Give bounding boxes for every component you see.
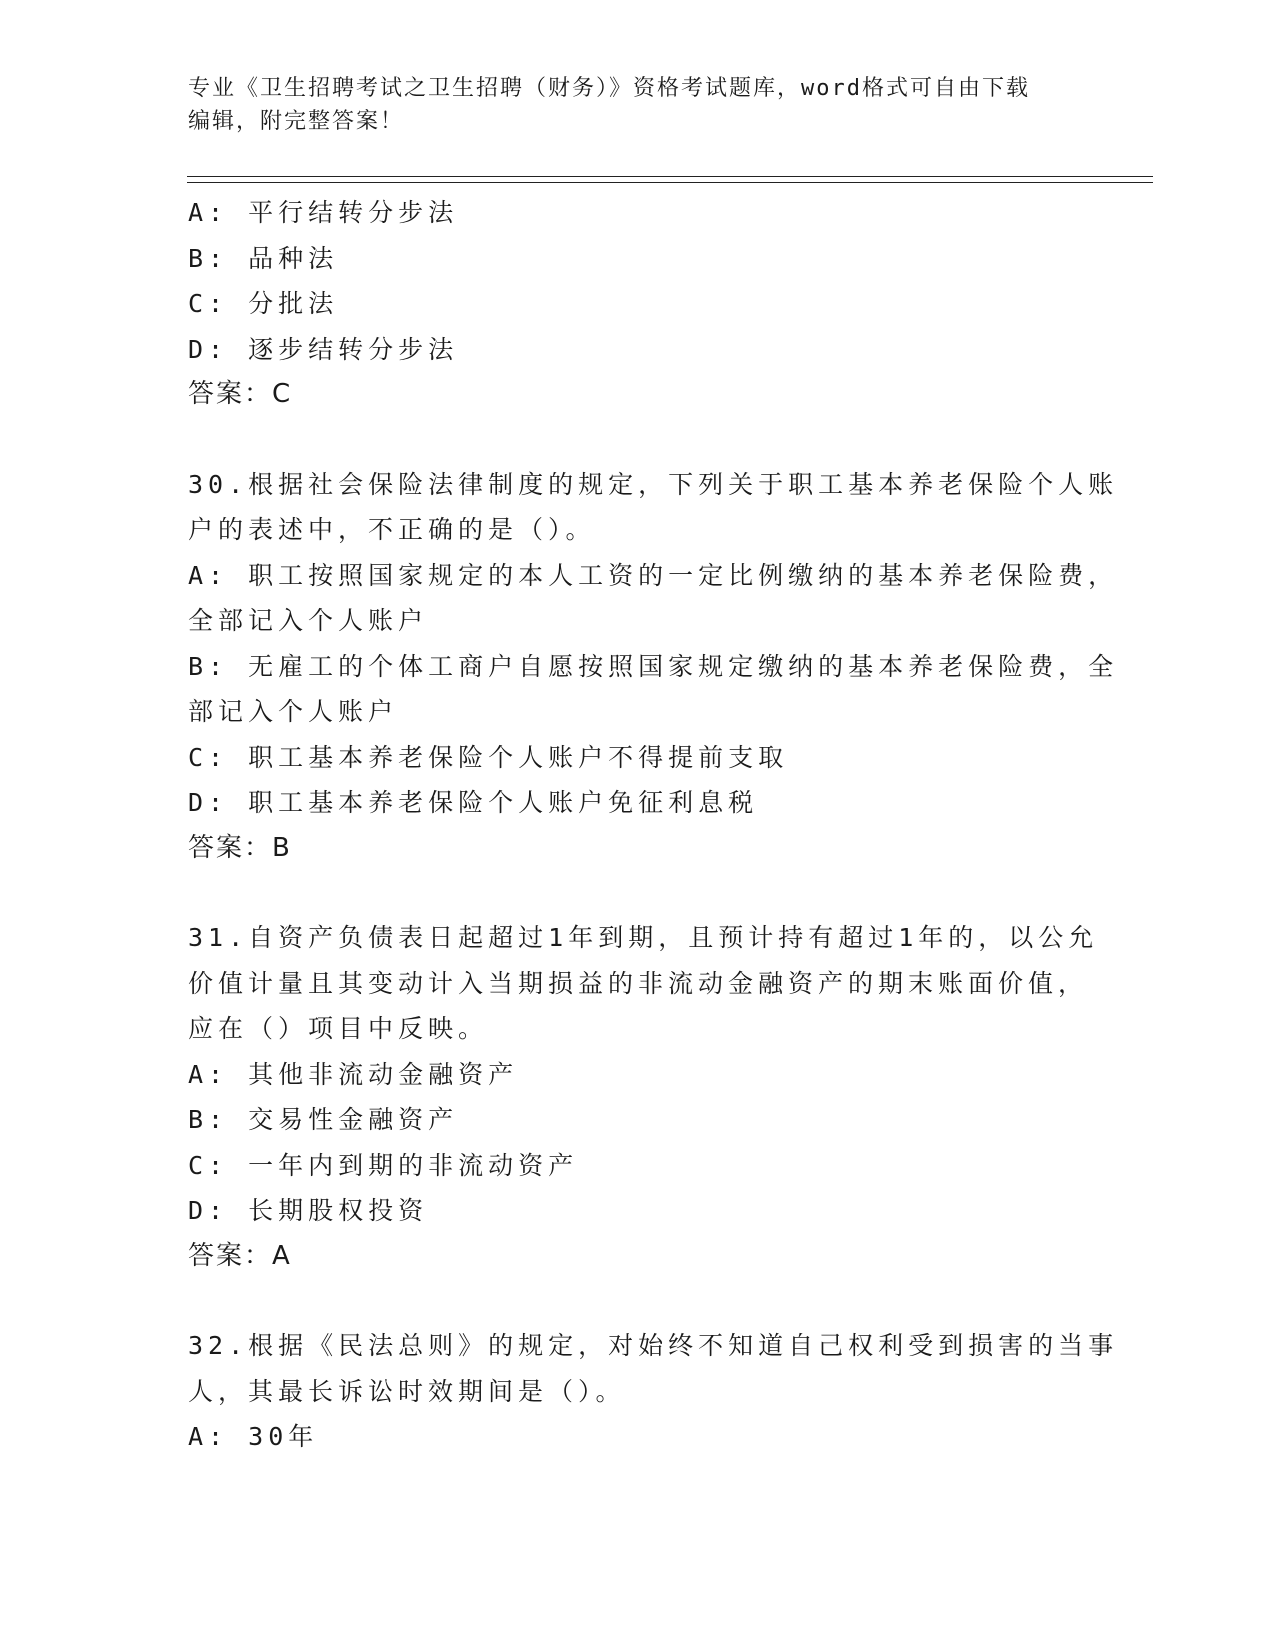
question-31	[188, 915, 1099, 1279]
question-stem-line: 32.根据《民法总则》的规定，对始终不知道自己权利受到损害的当事	[188, 1331, 1119, 1360]
option-a-continued: 全部记入个人账户	[188, 606, 429, 635]
question-stem-line: 价值计量且其变动计入当期损益的非流动金融资产的期末账面价值，	[188, 968, 1089, 998]
header-divider-bottom	[187, 182, 1153, 183]
header-line-2: 编辑，附完整答案！	[188, 109, 405, 134]
option-b: B: 品种法	[188, 243, 339, 273]
question-32	[188, 1323, 1119, 1460]
header-divider-top	[187, 176, 1153, 177]
option-d: D: 职工基本养老保险个人账户免征利息税	[188, 788, 759, 817]
option-c: C: 一年内到期的非流动资产	[188, 1150, 579, 1180]
option-b: B: 无雇工的个体工商户自愿按照国家规定缴纳的基本养老保险费，全	[188, 651, 1119, 681]
document-header	[188, 72, 1068, 138]
question-stem-line: 31.自资产负债表日起超过1年到期，且预计持有超过1年的，以公允	[188, 923, 1099, 952]
option-b-continued: 部记入个人账户	[188, 697, 399, 726]
question-stem-line: 户的表述中，不正确的是（）。	[188, 515, 596, 544]
option-c: C: 职工基本养老保险个人账户不得提前支取	[188, 742, 789, 772]
header-line-1: 专业《卫生招聘考试之卫生招聘（财务）》资格考试题库，word格式可自由下载	[188, 76, 1030, 101]
question-29-tail	[188, 190, 1078, 418]
question-stem-line: 30.根据社会保险法律制度的规定，下列关于职工基本养老保险个人账	[188, 469, 1119, 499]
option-c: C: 分批法	[188, 289, 339, 318]
question-stem-line: 应在（）项目中反映。	[188, 1014, 489, 1043]
question-stem-line: 人，其最长诉讼时效期间是（）。	[188, 1376, 626, 1406]
option-a: A: 平行结转分步法	[188, 198, 459, 227]
answer-line: 答案：C	[188, 379, 293, 409]
question-30	[188, 462, 1119, 872]
option-d: D: 长期股权投资	[188, 1196, 429, 1225]
option-d: D: 逐步结转分步法	[188, 334, 459, 364]
option-b: B: 交易性金融资产	[188, 1105, 459, 1134]
question-list	[188, 190, 1119, 1460]
option-a: A: 其他非流动金融资产	[188, 1059, 519, 1089]
answer-line: 答案：B	[188, 832, 292, 863]
answer-line: 答案：A	[188, 1240, 292, 1271]
option-a: A: 职工按照国家规定的本人工资的一定比例缴纳的基本养老保险费，	[188, 560, 1119, 590]
option-a: A: 30年	[188, 1422, 319, 1451]
